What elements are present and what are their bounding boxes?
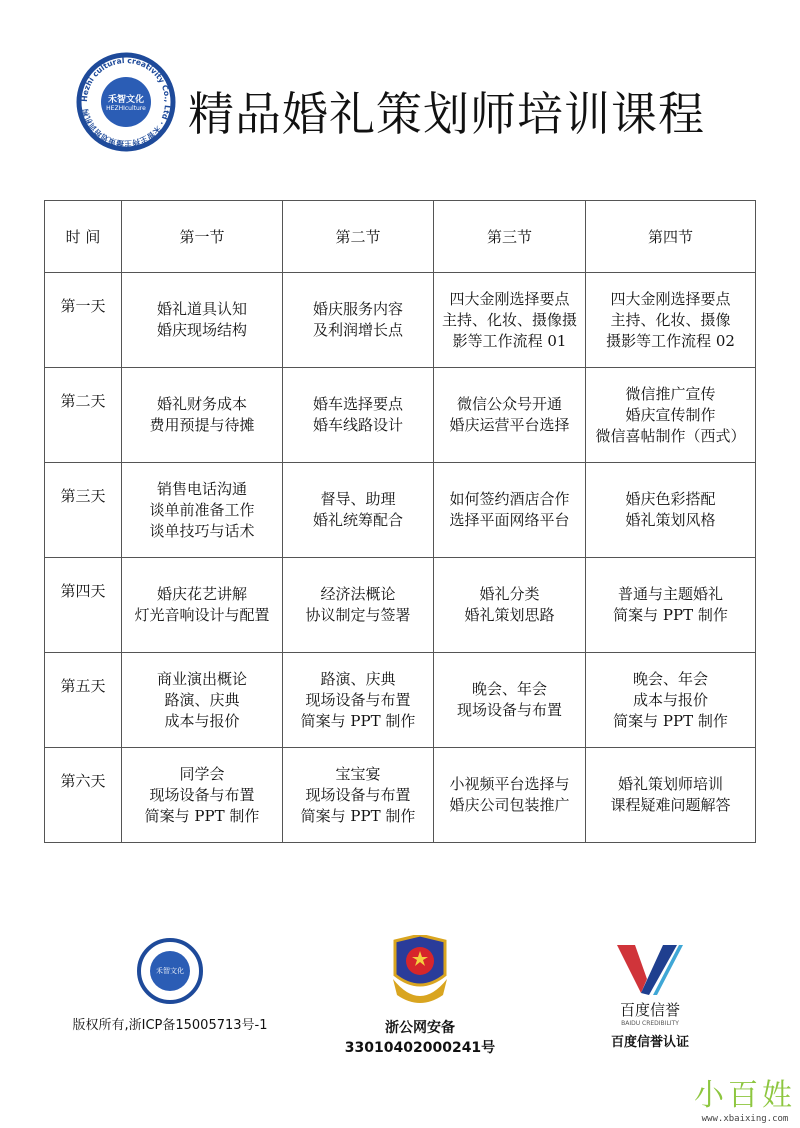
session-line: 四大金刚选择要点 (449, 289, 570, 308)
session-line: 成本与报价 (632, 690, 708, 709)
session-line: 成本与报价 (164, 711, 240, 730)
session-cell (434, 463, 586, 558)
day-cell (45, 653, 122, 748)
session-line: 同学会 (179, 764, 225, 783)
session-line: 路演、庆典 (164, 690, 240, 709)
session-line: 简案与 PPT 制作 (613, 711, 728, 730)
police-block (320, 935, 520, 1057)
session-cell (586, 653, 756, 748)
session-line: 小视频平台选择与 (449, 775, 570, 793)
session-line: 婚礼分类 (479, 585, 540, 603)
session-cell (586, 748, 756, 843)
session-cell-content (283, 653, 433, 747)
baidu-brand: 百度信誉 (619, 1001, 680, 1019)
session-line: 婚礼策划师培训 (617, 775, 723, 793)
session-line: 晚会、年会 (471, 680, 547, 698)
police-badge-icon (387, 935, 453, 1009)
day-cell (45, 463, 122, 558)
small-logo-name: 禾智文化 (150, 951, 190, 991)
column-header (122, 201, 283, 273)
session-line: 灯光音响设计与配置 (134, 606, 270, 624)
day-label: 第四天 (60, 582, 106, 600)
logo-en: HEZHIculture (106, 105, 146, 112)
logo-ring-text: Hezhi cultural creativity Co., Ltd · 禾智主持主播策划培训机构 (79, 55, 173, 149)
session-cell-content (586, 368, 755, 462)
day-cell (45, 558, 122, 653)
session-line: 协议制定与签署 (305, 606, 411, 624)
copyright-block (70, 938, 270, 1033)
baidu-block (595, 945, 705, 1050)
session-line: 简案与 PPT 制作 (300, 806, 416, 825)
session-line: 商业演出概论 (156, 669, 247, 688)
police-record-text: 浙公网安备 33010402000241号 (344, 1020, 496, 1056)
session-line: 婚庆色彩搭配 (625, 490, 716, 508)
session-cell (122, 368, 283, 463)
table-row (45, 558, 756, 653)
table-row (45, 368, 756, 463)
session-cell (122, 653, 283, 748)
session-cell (434, 653, 586, 748)
session-line: 婚礼财务成本 (156, 395, 247, 413)
session-cell-content (434, 273, 585, 367)
session-cell-content (122, 273, 282, 367)
session-cell (586, 463, 756, 558)
session-line: 婚庆公司包装推广 (449, 796, 570, 814)
table-row (45, 748, 756, 843)
column-header-label: 第一节 (179, 228, 225, 246)
session-line: 婚庆服务内容 (312, 300, 403, 318)
session-cell (586, 368, 756, 463)
watermark-url: www.xbaixing.com (701, 1114, 789, 1124)
session-line: 普通与主题婚礼 (617, 585, 723, 603)
session-line: 谈单技巧与话术 (149, 521, 255, 540)
session-cell-content (283, 748, 433, 842)
session-line: 影等工作流程 01 (452, 331, 567, 350)
page-title: 精品婚礼策划师培训课程 (188, 87, 705, 141)
session-line: 宝宝宴 (335, 764, 381, 783)
session-line: 课程疑难问题解答 (610, 796, 731, 814)
session-cell (586, 558, 756, 653)
session-cell-content (434, 653, 585, 747)
session-line: 简案与 PPT 制作 (144, 806, 260, 825)
session-line: 婚礼道具认知 (156, 300, 247, 318)
session-line: 婚庆宣传制作 (625, 405, 716, 424)
session-line: 经济法概论 (320, 585, 396, 603)
column-header (45, 201, 122, 273)
column-header (586, 201, 756, 273)
session-cell (434, 273, 586, 368)
day-label: 第二天 (60, 392, 106, 410)
watermark-text: 小百姓 (694, 1078, 796, 1113)
session-line: 主持、化妆、摄像 (610, 310, 731, 329)
session-cell-content (122, 463, 282, 557)
column-header-label: 时 间 (65, 228, 101, 246)
session-cell-content (122, 653, 282, 747)
session-line: 如何签约酒店合作 (449, 490, 570, 508)
session-line: 晚会、年会 (632, 669, 708, 688)
session-cell (434, 748, 586, 843)
column-header (434, 201, 586, 273)
session-cell (122, 463, 283, 558)
session-line: 婚车选择要点 (312, 395, 403, 413)
session-cell (122, 748, 283, 843)
day-label: 第三天 (60, 487, 106, 505)
session-cell-content (586, 653, 755, 747)
column-header-label: 第四节 (647, 228, 693, 246)
session-line: 选择平面网络平台 (449, 511, 570, 529)
session-cell-content (122, 368, 282, 462)
session-cell (283, 463, 434, 558)
session-cell-content (434, 558, 585, 652)
session-cell-content (122, 748, 282, 842)
session-cell (434, 368, 586, 463)
schedule-table (44, 200, 756, 843)
session-line: 简案与 PPT 制作 (613, 606, 728, 624)
session-cell (283, 273, 434, 368)
table-row (45, 653, 756, 748)
session-line: 摄影等工作流程 02 (606, 331, 735, 350)
session-line: 婚礼策划思路 (464, 606, 555, 624)
session-cell (283, 368, 434, 463)
session-line: 现场设备与布置 (456, 701, 562, 719)
table-row (45, 273, 756, 368)
day-cell (45, 273, 122, 368)
day-label: 第五天 (60, 677, 106, 695)
session-line: 微信公众号开通 (456, 395, 562, 413)
session-line: 婚礼统筹配合 (312, 511, 403, 529)
session-line: 简案与 PPT 制作 (300, 711, 416, 730)
day-label: 第六天 (60, 772, 106, 790)
session-cell (122, 558, 283, 653)
session-line: 婚车线路设计 (312, 416, 403, 434)
session-line: 微信喜帖制作（西式） (595, 426, 746, 445)
session-cell-content (283, 463, 433, 557)
session-cell-content (122, 558, 282, 652)
session-line: 路演、庆典 (320, 669, 396, 688)
column-header (283, 201, 434, 273)
session-cell-content (586, 273, 755, 367)
session-cell-content (586, 748, 755, 842)
session-line: 婚庆花艺讲解 (156, 585, 247, 603)
watermark (690, 1070, 800, 1124)
session-cell-content (283, 368, 433, 462)
column-header-label: 第三节 (486, 228, 532, 246)
day-label: 第一天 (60, 297, 106, 315)
session-line: 微信推广宣传 (625, 384, 716, 403)
hezhi-logo (76, 52, 176, 152)
copyright-text: 版权所有,浙ICP备15005713号-1 (72, 1018, 268, 1033)
session-cell (434, 558, 586, 653)
column-header-label: 第二节 (335, 228, 381, 246)
session-cell (586, 273, 756, 368)
session-line: 主持、化妆、摄像摄 (441, 310, 577, 329)
session-cell (283, 653, 434, 748)
session-cell (283, 558, 434, 653)
session-line: 督导、助理 (320, 490, 396, 508)
session-cell-content (586, 558, 755, 652)
session-line: 婚庆运营平台选择 (449, 416, 570, 434)
table-row (45, 463, 756, 558)
session-line: 现场设备与布置 (305, 690, 411, 709)
day-cell (45, 748, 122, 843)
session-cell (283, 748, 434, 843)
baidu-v-logo-icon (617, 945, 683, 995)
session-line: 及利润增长点 (312, 321, 403, 339)
session-line: 婚礼策划风格 (625, 511, 716, 529)
session-cell-content (434, 463, 585, 557)
session-cell-content (283, 558, 433, 652)
session-line: 销售电话沟通 (156, 479, 247, 498)
session-cell-content (434, 748, 585, 842)
session-cell-content (434, 368, 585, 462)
session-line: 婚庆现场结构 (156, 321, 247, 339)
session-line: 四大金刚选择要点 (610, 289, 731, 308)
session-line: 谈单前准备工作 (149, 500, 255, 519)
session-cell-content (586, 463, 755, 557)
day-cell (45, 368, 122, 463)
session-cell (122, 273, 283, 368)
session-line: 费用预提与待摊 (149, 416, 255, 434)
session-line: 现场设备与布置 (149, 785, 255, 804)
session-line: 现场设备与布置 (305, 785, 411, 804)
baidu-cert: 百度信誉认证 (610, 1035, 689, 1050)
hezhi-logo-small (137, 938, 203, 1004)
logo-name: 禾智文化 (107, 95, 144, 105)
session-cell-content (283, 273, 433, 367)
baidu-en: BAIDU CREDIBILITY (621, 1020, 679, 1027)
